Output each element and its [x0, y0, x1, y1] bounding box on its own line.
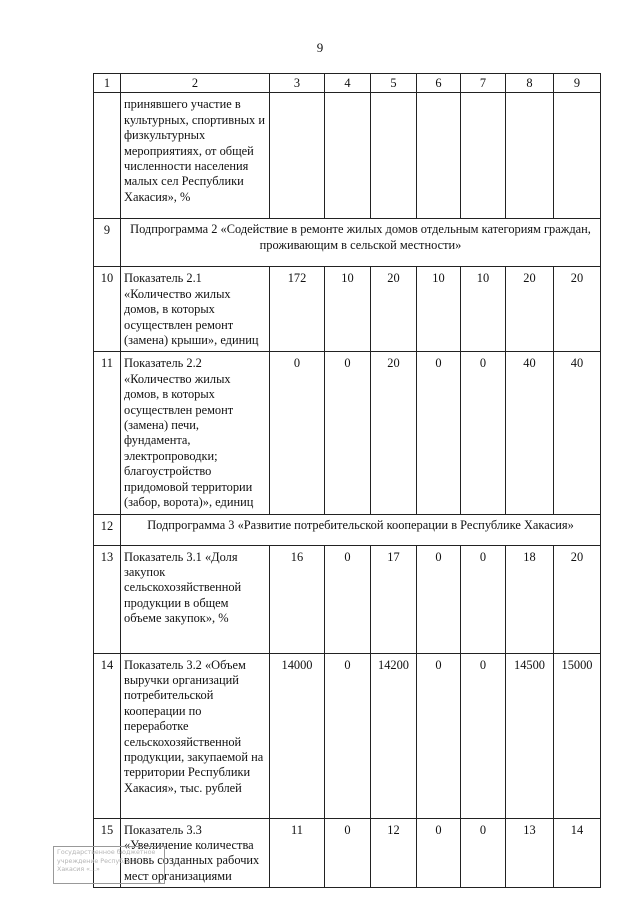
indicator-row: [94, 545, 601, 653]
indicator-row: [94, 267, 601, 352]
header-cell: 2: [121, 74, 270, 93]
value-cell: 0: [417, 818, 461, 888]
value-cell: [461, 93, 506, 219]
table-header-row: [94, 74, 601, 93]
registration-stamp: [53, 846, 165, 884]
indicator-text-cell: Показатель 3.3 «Увеличение количества вновь созданных рабочих мест организациями: [121, 818, 270, 888]
indicator-row: [94, 352, 601, 514]
row-number-cell: 13: [94, 545, 121, 653]
header-cell: 5: [371, 74, 417, 93]
value-cell: 0: [417, 653, 461, 818]
stamp-line: Государственное бюджетное: [57, 849, 156, 856]
value-cell: 14500: [506, 653, 554, 818]
header-cell: 9: [554, 74, 601, 93]
value-cell: 10: [461, 267, 506, 352]
value-cell: 14200: [371, 653, 417, 818]
value-cell: [371, 93, 417, 219]
value-cell: 20: [554, 545, 601, 653]
value-cell: 40: [506, 352, 554, 514]
value-cell: 12: [371, 818, 417, 888]
indicator-text-cell: Показатель 3.2 «Объем выручки организаций потребительской кооперации по переработке сельскохозяйственной продукции, закупаемой на территории Республики Хакасия», тыс. рублей: [121, 653, 270, 818]
row-number-cell: 15: [94, 818, 121, 888]
indicator-text-cell: Показатель 2.1 «Количество жилых домов, в которых осуществлен ремонт (замена) крыши», единиц: [121, 267, 270, 352]
header-cell: 6: [417, 74, 461, 93]
header-cell: 1: [94, 74, 121, 93]
value-cell: 0: [417, 545, 461, 653]
subprogram-row: [94, 514, 601, 545]
value-cell: 20: [371, 267, 417, 352]
row-number-cell: 9: [94, 219, 121, 267]
value-cell: 17: [371, 545, 417, 653]
header-cell: 7: [461, 74, 506, 93]
value-cell: 10: [325, 267, 371, 352]
value-cell: [506, 93, 554, 219]
stamp-line: Хакасия «...»: [57, 866, 100, 874]
value-cell: 14000: [270, 653, 325, 818]
subprogram-row: [94, 219, 601, 267]
value-cell: 0: [325, 818, 371, 888]
row-number-cell: 10: [94, 267, 121, 352]
subprogram-title-cell: Подпрограмма 2 «Содействие в ремонте жилых домов отдельным категориям граждан, проживающим в сельской местности»: [121, 219, 601, 267]
value-cell: 15000: [554, 653, 601, 818]
value-cell: 18: [506, 545, 554, 653]
indicator-text-cell: принявшего участие в культурных, спортивных и физкультурных мероприятиях, от общей численности населения малых сел Республики Хакасия», %: [121, 93, 270, 219]
value-cell: 20: [554, 267, 601, 352]
row-number-cell: 12: [94, 514, 121, 545]
value-cell: [325, 93, 371, 219]
value-cell: 20: [371, 352, 417, 514]
value-cell: 14: [554, 818, 601, 888]
row-number-cell: 11: [94, 352, 121, 514]
indicators-table: [93, 73, 601, 888]
value-cell: 40: [554, 352, 601, 514]
header-cell: 4: [325, 74, 371, 93]
row-number-cell: 14: [94, 653, 121, 818]
value-cell: 0: [325, 352, 371, 514]
value-cell: 0: [461, 653, 506, 818]
value-cell: 20: [506, 267, 554, 352]
table-row-continuation: [94, 93, 601, 219]
value-cell: 0: [417, 352, 461, 514]
value-cell: 0: [461, 352, 506, 514]
value-cell: 0: [325, 545, 371, 653]
value-cell: 0: [325, 653, 371, 818]
header-cell: 8: [506, 74, 554, 93]
value-cell: 0: [270, 352, 325, 514]
value-cell: [417, 93, 461, 219]
indicator-text-cell: Показатель 3.1 «Доля закупок сельскохозяйственной продукции в общем объеме закупок», %: [121, 545, 270, 653]
value-cell: 10: [417, 267, 461, 352]
indicator-text-cell: Показатель 2.2 «Количество жилых домов, в которых осуществлен ремонт (замена) печи, фундамента, электропроводки; благоустройство придомовой территории (забор, ворота)», единиц: [121, 352, 270, 514]
value-cell: [554, 93, 601, 219]
value-cell: 0: [461, 545, 506, 653]
value-cell: 0: [461, 818, 506, 888]
indicator-row: [94, 818, 601, 888]
value-cell: [270, 93, 325, 219]
row-number-cell: [94, 93, 121, 219]
header-cell: 3: [270, 74, 325, 93]
page-number: 9: [316, 40, 324, 55]
value-cell: 11: [270, 818, 325, 888]
subprogram-title-cell: Подпрограмма 3 «Развитие потребительской кооперации в Республике Хакасия»: [121, 514, 601, 545]
value-cell: 13: [506, 818, 554, 888]
indicator-row: [94, 653, 601, 818]
value-cell: 16: [270, 545, 325, 653]
stamp-line: учреждение Республики: [57, 857, 140, 865]
value-cell: 172: [270, 267, 325, 352]
